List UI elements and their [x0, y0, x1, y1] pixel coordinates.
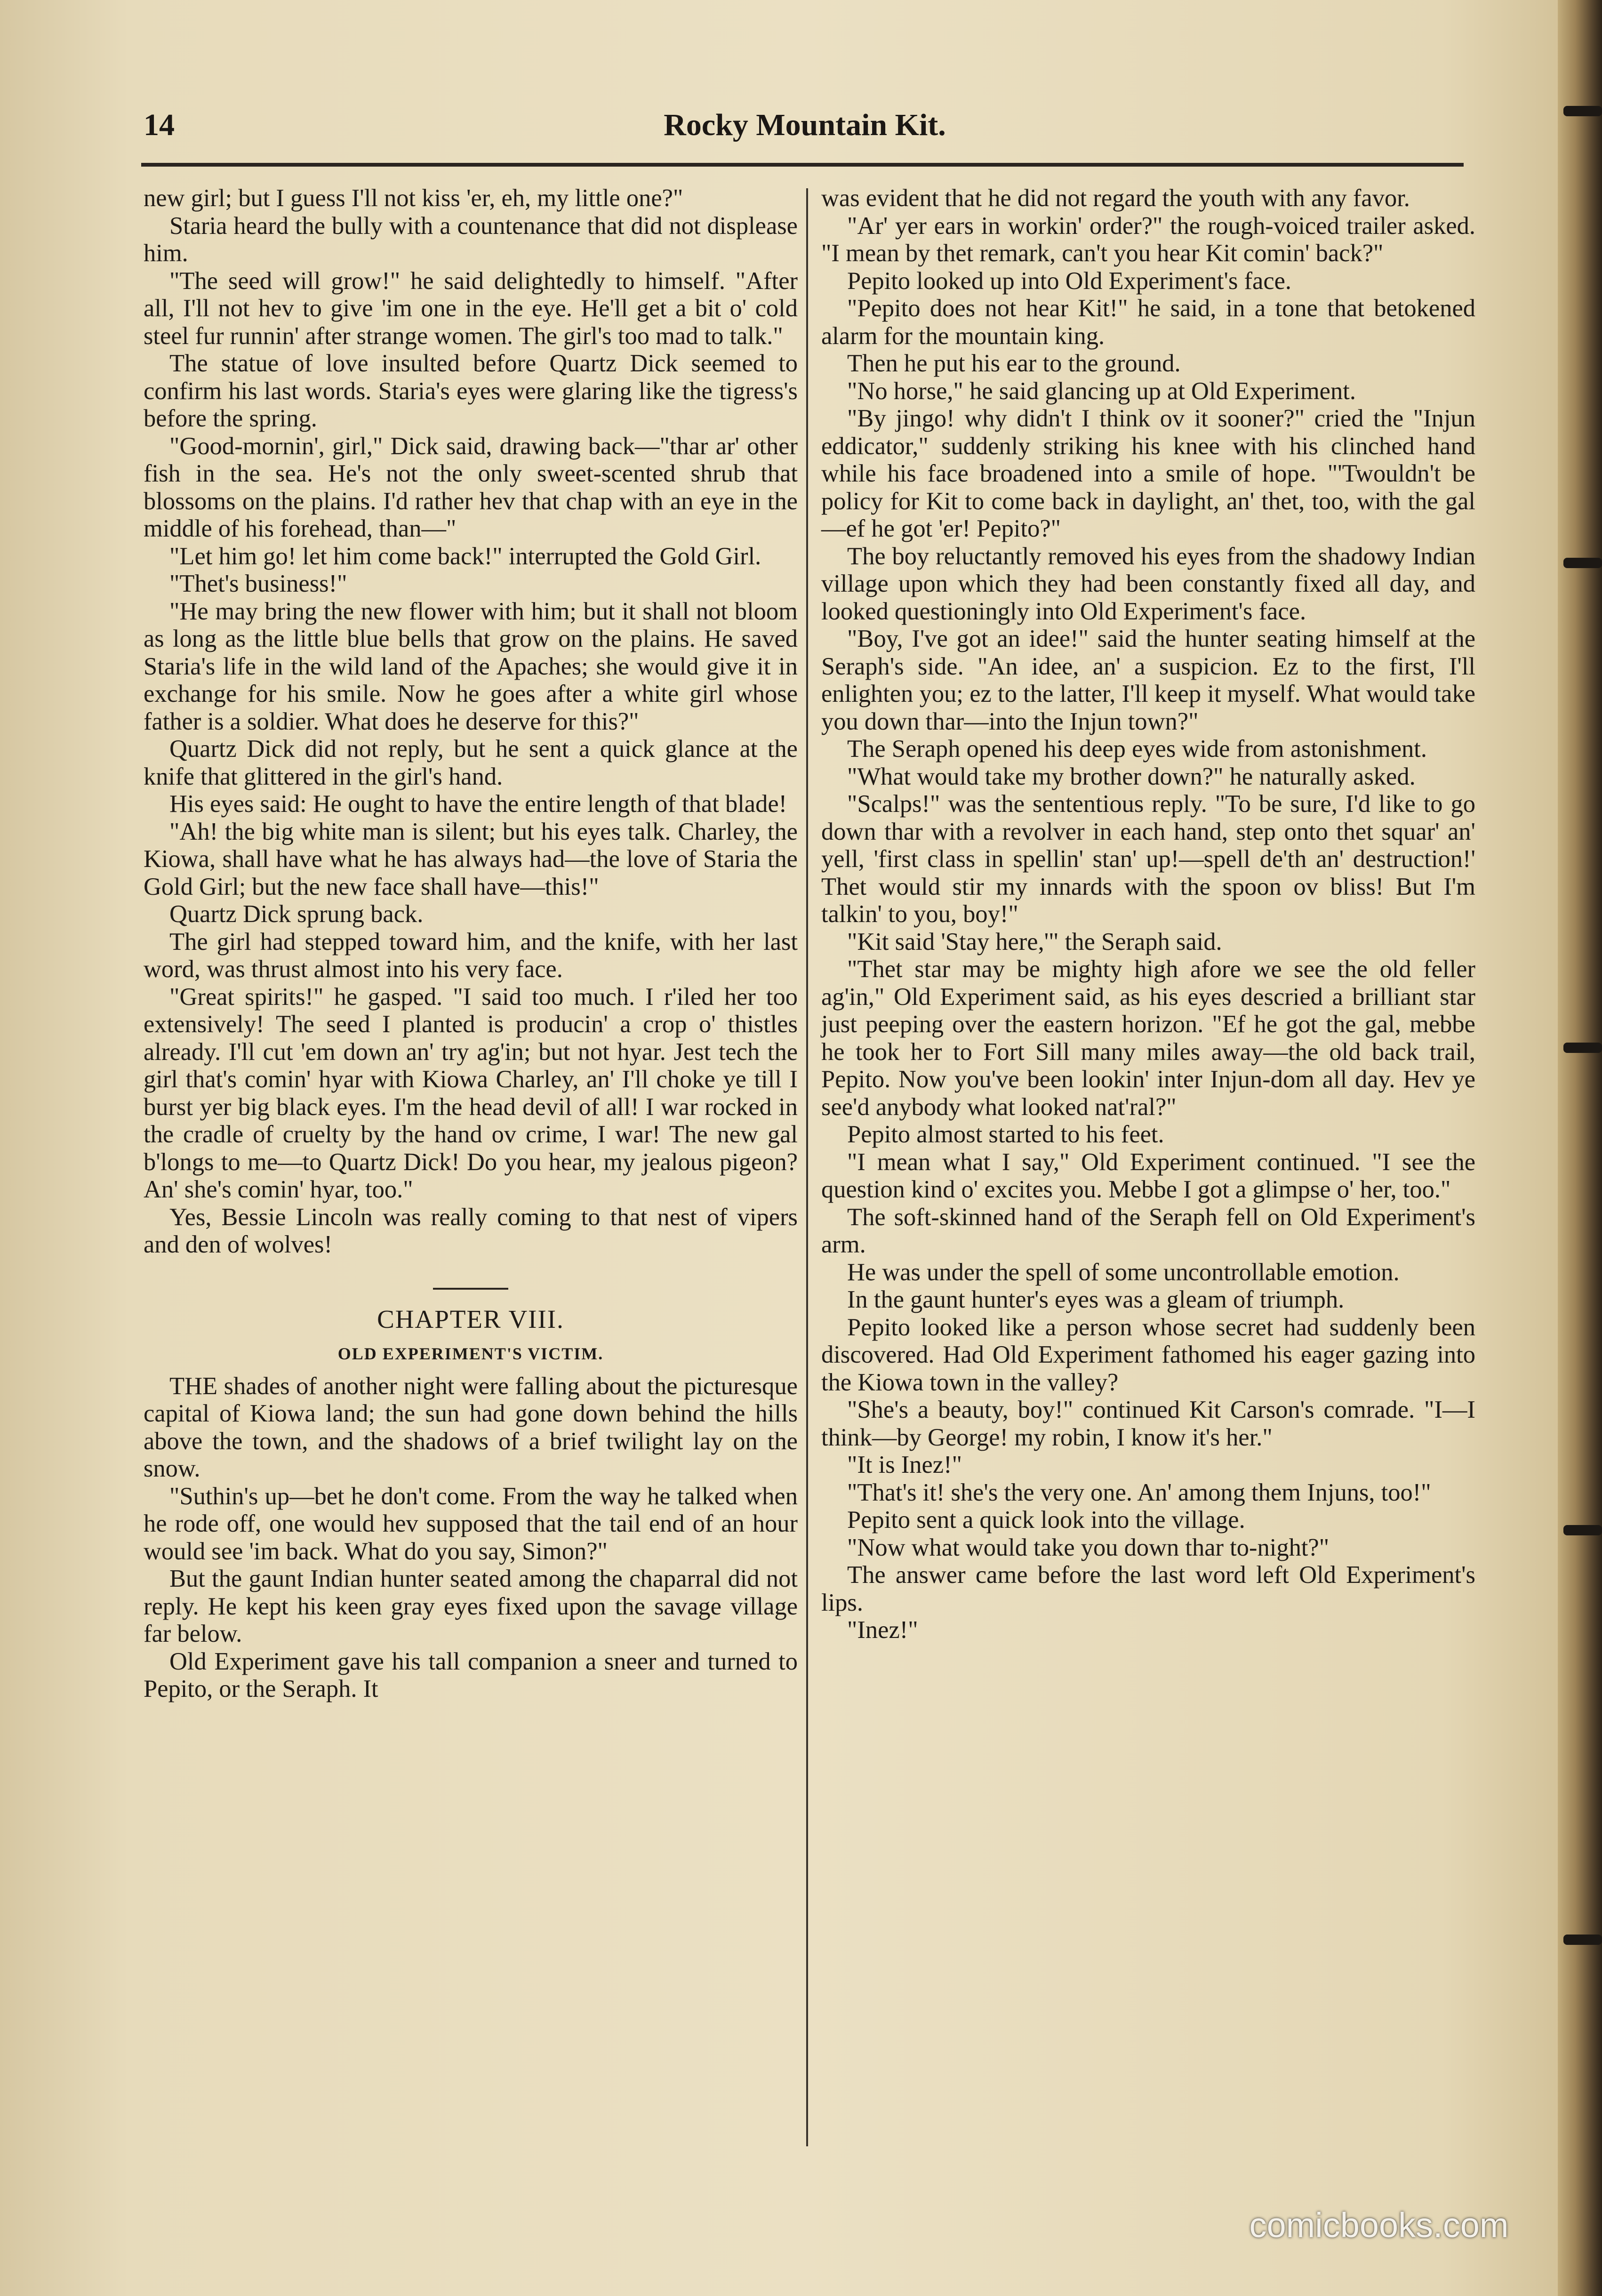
- chapter-heading: CHAPTER VIII.: [377, 1304, 564, 1333]
- paragraph: "She's a beauty, boy!" continued Kit Carson's comrade. "I—I think—by George! my robin, I know it's her.": [821, 1396, 1475, 1451]
- page-binding-edge: [1558, 0, 1602, 2296]
- site-watermark: comicbooks.com: [1249, 2206, 1509, 2245]
- paragraph: THE shades of another night were falling about the picturesque capital of Kiowa land; the sun had gone down behind the hills above the town, and the shadows of a brief twilight lay on the snow.: [144, 1372, 798, 1482]
- paragraph: "By jingo! why didn't I think ov it sooner?" cried the "Injun eddicator," suddenly striking his knee with his clinched hand while his face broadened into a smile of hope. "'Twouldn't be policy for Kit to come back in daylight, an' thet, too, with the gal—ef he got 'er! Pepito?": [821, 405, 1475, 542]
- paragraph: He was under the spell of some uncontrollable emotion.: [847, 1258, 1400, 1286]
- paragraph: Quartz Dick sprung back.: [169, 900, 424, 928]
- paragraph: Staria heard the bully with a countenance that did not displease him.: [144, 212, 798, 267]
- paragraph: "Inez!": [847, 1616, 918, 1644]
- left-column: [144, 185, 798, 1703]
- paragraph: "Let him go! let him come back!" interrupted the Gold Girl.: [169, 542, 761, 570]
- running-title: Rocky Mountain Kit.: [664, 108, 946, 142]
- paragraph: "Kit said 'Stay here,'" the Seraph said.: [847, 928, 1222, 955]
- paragraph: "It is Inez!": [847, 1451, 962, 1478]
- paragraph: The answer came before the last word left Old Experiment's lips.: [821, 1561, 1475, 1616]
- paragraph: "I mean what I say," Old Experiment continued. "I see the question kind o' excites you. Mebbe I got a glimpse o' her, too.": [821, 1148, 1475, 1203]
- paragraph: His eyes said: He ought to have the entire length of that blade!: [169, 790, 787, 818]
- paragraph: Quartz Dick did not reply, but he sent a quick glance at the knife that glittered in the girl's hand.: [144, 735, 798, 790]
- paragraph: "No horse," he said glancing up at Old Experiment.: [847, 377, 1356, 405]
- paragraph: "Ah! the big white man is silent; but his eyes talk. Charley, the Kiowa, shall have what he has always had—the love of Staria the Gold Girl; but the new face shall have—this!": [144, 818, 798, 900]
- binding-stitch: [1563, 1525, 1602, 1535]
- paragraph: "Boy, I've got an idee!" said the hunter seating himself at the Seraph's side. "An idee, an' a suspicion. Ez to the first, I'll enlighten you; ez to the latter, I'll keep it myself. What would take you down thar—into the Injun town?": [821, 625, 1475, 735]
- paragraph: "The seed will grow!" he said delightedly to himself. "After all, I'll not hev to give 'im one in the eye. He'll get a bit o' cold steel fur runnin' after strange women. The girl's too mad to talk.": [144, 267, 798, 350]
- binding-stitch: [1563, 558, 1602, 568]
- column-divider: [806, 188, 808, 2146]
- binding-stitch: [1563, 1935, 1602, 1945]
- paragraph: "Thet star may be mighty high afore we see the old feller ag'in," Old Experiment said, as his eyes descried a brilliant star just peeping over the eastern horizon. "Ef he got the gal, mebbe he took her to Fort Sill many miles away—the old back trail, Pepito. Now you've been lookin' inter Injun-dom all day. Hev ye see'd anybody what looked nat'ral?": [821, 955, 1475, 1121]
- paragraph: "Now what would take you down thar to-night?": [847, 1533, 1330, 1561]
- paragraph: "What would take my brother down?" he naturally asked.: [847, 763, 1416, 790]
- paragraph: Old Experiment gave his tall companion a sneer and turned to Pepito, or the Seraph. It: [144, 1647, 798, 1702]
- paragraph: Then he put his ear to the ground.: [847, 350, 1181, 377]
- paragraph: "Great spirits!" he gasped. "I said too much. I r'iled her too extensively! The seed I planted is producin' a crop o' thistles already. I'll cut 'em down an' try ag'in; but not hyar. Jest tech the girl that's comin' hyar with Kiowa Charley, an' I'll choke ye till I burst yer big black eyes. I'm the head devil of all! I war rocked in the cradle of cruelty by the hand ov crime, I war! The new gal b'longs to me—to Quartz Dick! Do you hear, my jealous pigeon? An' she's comin' hyar, too.": [144, 983, 798, 1203]
- paragraph: "Suthin's up—bet he don't come. From the way he talked when he rode off, one would hev supposed that the tail end of an hour would see 'im back. What do you say, Simon?": [144, 1482, 798, 1565]
- page-number: 14: [144, 108, 175, 142]
- paragraph: "Pepito does not hear Kit!" he said, in a tone that betokened alarm for the mountain king.: [821, 295, 1475, 350]
- paragraph: Yes, Bessie Lincoln was really coming to that nest of vipers and den of wolves!: [144, 1203, 798, 1258]
- paragraph: "That's it! she's the very one. An' among them Injuns, too!": [847, 1478, 1431, 1506]
- paragraph: was evident that he did not regard the youth with any favor.: [821, 185, 1410, 212]
- paragraph: But the gaunt Indian hunter seated among the chaparral did not reply. He kept his keen gray eyes fixed upon the savage village far below.: [144, 1565, 798, 1647]
- page-header: [144, 107, 1466, 154]
- right-column: [821, 185, 1475, 1644]
- paragraph: Pepito almost started to his feet.: [847, 1121, 1164, 1148]
- paragraph: "Scalps!" was the sententious reply. "To be sure, I'd like to go down thar with a revolver in each hand, step onto thet squar' an' yell, 'first class in spellin' stan' up!—spell de'th an' destruction!' Thet would stir my innards with the spoon ov bliss! But I'm talkin' to you, boy!": [821, 790, 1475, 928]
- paragraph: Pepito looked up into Old Experiment's face.: [847, 267, 1292, 295]
- binding-stitch: [1563, 1043, 1602, 1053]
- paragraph: "He may bring the new flower with him; but it shall not bloom as long as the little blue bells that grow on the plains. He saved Staria's life in the wild land of the Apaches; she would give it in exchange for his smile. Now he goes after a white girl whose father is a soldier. What does he deserve for this?": [144, 597, 798, 735]
- paragraph: new girl; but I guess I'll not kiss 'er, eh, my little one?": [144, 185, 683, 212]
- paragraph: Pepito sent a quick look into the village.: [847, 1506, 1245, 1533]
- paragraph: "Ar' yer ears in workin' order?" the rough-voiced trailer asked. "I mean by thet remark, can't you hear Kit comin' back?": [821, 212, 1475, 267]
- chapter-divider: [433, 1288, 508, 1290]
- paragraph: The soft-skinned hand of the Seraph fell on Old Experiment's arm.: [821, 1203, 1475, 1258]
- paragraph: The Seraph opened his deep eyes wide from astonishment.: [847, 735, 1427, 763]
- paragraph: The statue of love insulted before Quartz Dick seemed to confirm his last words. Staria's eyes were glaring like the tigress's before the spring.: [144, 350, 798, 432]
- paragraph: In the gaunt hunter's eyes was a gleam of triumph.: [847, 1286, 1345, 1313]
- chapter-subtitle: OLD EXPERIMENT'S VICTIM.: [337, 1344, 604, 1363]
- paragraph: "Good-mornin', girl," Dick said, drawing back—"thar ar' other fish in the sea. He's not the only sweet-scented shrub that blossoms on the plains. I'd rather hev that chap with an eye in the middle of his forehead, than—": [144, 432, 798, 542]
- paragraph: The boy reluctantly removed his eyes from the shadowy Indian village upon which they had been constantly fixed all day, and looked questioningly into Old Experiment's face.: [821, 542, 1475, 625]
- header-rule: [141, 163, 1464, 167]
- paragraph: Pepito looked like a person whose secret had suddenly been discovered. Had Old Experiment fathomed his eager gazing into the Kiowa town in the valley?: [821, 1313, 1475, 1396]
- binding-stitch: [1563, 106, 1602, 116]
- paragraph: "Thet's business!": [169, 570, 347, 597]
- paragraph: The girl had stepped toward him, and the knife, with her last word, was thrust almost into his very face.: [144, 928, 798, 983]
